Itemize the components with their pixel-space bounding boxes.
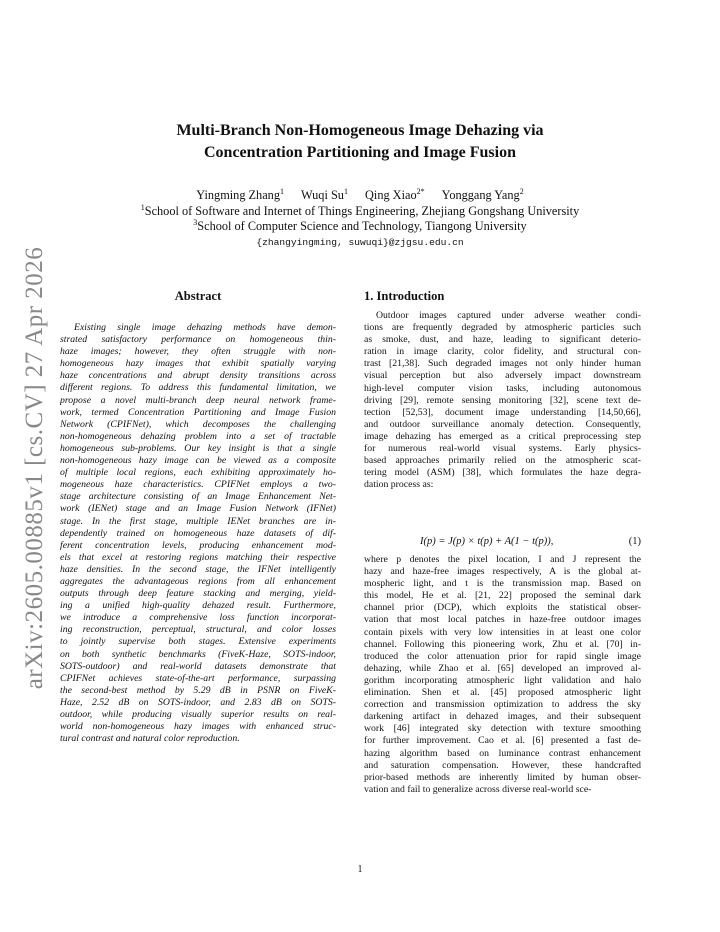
text-line: dependently trained on homogeneous haze datasets of dif- bbox=[60, 527, 336, 539]
text-line: on both synthetic benchmarks (FiveK-Haze, SOTS-indoor, bbox=[60, 648, 336, 660]
text-line: tural contrast and natural color reproduction. bbox=[60, 733, 240, 745]
text-line: stage. In the first stage, multiple IENet branches are in- bbox=[60, 515, 336, 527]
text-line: visual perception but also adversely impact downstream bbox=[364, 370, 641, 382]
text-line: hazing algorithm based on luminance contrast enhancement bbox=[364, 747, 641, 759]
author-name: Qing Xiao$^{2*}$ bbox=[365, 186, 425, 202]
text-line: haze concentrations and abrupt density transitions across bbox=[60, 370, 336, 382]
text-line: homogeneous hazy images that exhibit spatially varying bbox=[60, 358, 336, 370]
affiliation: $^3$School of Computer Science and Technology, Tiangong University bbox=[193, 218, 527, 234]
author-name: Yonggang Yang$^2$ bbox=[441, 186, 524, 202]
text-line: to jointly supervise both stages. Extensive experiments bbox=[60, 636, 336, 648]
text-line: dehazing, while Zhao et al. [65] developed an improved al- bbox=[364, 662, 641, 674]
text-line: for numerous real-world visual systems. Early physics- bbox=[364, 443, 641, 455]
text-line: different regions. To address this fundamental limitation, we bbox=[60, 382, 336, 394]
text-line: Outdoor images captured under adverse weather condi- bbox=[376, 310, 641, 321]
text-line: prior-based methods are inherently limited by human obser- bbox=[364, 771, 641, 783]
text-line: vation that most local patches in haze-free outdoor images bbox=[364, 614, 641, 626]
equation-1 bbox=[364, 536, 641, 550]
text-line: haze images; however, they often struggle with non- bbox=[60, 346, 336, 358]
text-line: hazy and haze-free images respectively, A is the global at- bbox=[364, 566, 641, 578]
text-line: mogeneous haze characteristics. CPIFNet employs a two- bbox=[60, 479, 336, 491]
text-line: Haze, 2.52 dB on SOTS-indoor, and 2.83 dB on SOTS- bbox=[60, 696, 336, 708]
paper-title bbox=[80, 120, 640, 164]
text-line: darkening artifact in dehazed images, and their subsequent bbox=[364, 711, 641, 723]
text-line: elimination. Shen et al. [45] proposed atmospheric light bbox=[364, 687, 641, 699]
text-line: based approaches primarily relied on the atmospheric scat- bbox=[364, 455, 641, 467]
text-line: work, termed Concentration Partitioning and Image Fusion bbox=[60, 406, 336, 418]
introduction-paragraph-1 bbox=[364, 310, 641, 491]
text-line: non-homogeneous dehazing problem into a set of tractable bbox=[60, 430, 336, 442]
text-line: els that excel at restoring regions matching their respective bbox=[60, 551, 336, 563]
arxiv-identifier-text: arXiv:2605.00885v1 [cs.CV] 27 Apr 2026 bbox=[21, 246, 48, 690]
author-list bbox=[60, 188, 660, 204]
text-line: high-level computer vision tasks, including autonomous bbox=[364, 382, 641, 394]
text-line: and outdoor surveillance anomaly detection. Consequently, bbox=[364, 418, 641, 430]
text-line: haze densities. In the second stage, the IFNet intelligently bbox=[60, 563, 336, 575]
text-line: we introduce a comprehensive loss function incorporat- bbox=[60, 612, 336, 624]
text-line: outdoor, while producing visually superior results on real- bbox=[60, 709, 336, 720]
text-line: work (IENet) stage and an Image Fusion Network (IFNet) bbox=[60, 503, 336, 515]
text-line: tions are frequently degraded by atmospheric particles such bbox=[364, 322, 641, 334]
text-line: gorithm incorporating atmospheric light validation and halo bbox=[364, 674, 641, 686]
text-line: work [46] integrated sky detection with texture smoothing bbox=[364, 723, 641, 735]
text-line: and saturation compensation. However, these handcrafted bbox=[364, 759, 641, 771]
text-line: ing reconstruction, perceptual, structural, and color losses bbox=[60, 624, 336, 636]
equation-number: (1) bbox=[628, 536, 641, 547]
affiliation: $^1$School of Software and Internet of Things Engineering, Zhejiang Gongshang University bbox=[140, 202, 580, 218]
author-email[interactable]: {zhangyingming, suwuqi}@zjgsu.edu.cn bbox=[256, 236, 464, 248]
page-number: 1 bbox=[357, 864, 363, 875]
text-line: ferent concentration levels, producing enhancement mod- bbox=[60, 539, 336, 551]
text-line: SOTS-outdoor) and real-world datasets demonstrate that bbox=[60, 660, 336, 672]
text-line: channel. Following this pioneering work, Zhu et al. [70] in- bbox=[364, 638, 641, 650]
text-line: correction and transmission optimization to address the sky bbox=[364, 699, 641, 711]
text-line: driving [29], remote sensing monitoring [32], scene text de- bbox=[364, 394, 641, 406]
abstract-heading: Abstract bbox=[174, 289, 222, 303]
text-line: aggregates the advantageous regions from all enhancement bbox=[60, 575, 336, 587]
text-line: contain pixels with very low intensities in at least one color bbox=[364, 626, 641, 638]
text-line: for further improvement. Cao et al. [6] presented a fast de- bbox=[364, 735, 641, 747]
text-line: CPIFNet achieves state-of-the-art performance, surpassing bbox=[60, 672, 336, 684]
text-line: channel prior (DCP), which exploits the statistical obser- bbox=[364, 602, 641, 614]
text-line: propose a novel multi-branch deep neural network frame- bbox=[60, 394, 336, 406]
text-line: mospheric light, and t is the transmission map. Based on bbox=[364, 578, 641, 590]
text-line: where p denotes the pixel location, I and J represent the bbox=[364, 554, 641, 565]
text-line: strated satisfactory performance on homogeneous thin- bbox=[60, 334, 336, 346]
equation-formula: I(p) = J(p) × t(p) + A(1 − t(p)), bbox=[420, 536, 554, 547]
text-line: world non-homogeneous hazy images with enhanced struc- bbox=[60, 721, 336, 733]
text-line: the second-best method by 5.29 dB in PSNR on FiveK- bbox=[60, 684, 336, 696]
text-line: image dehazing has emerged as a critical preprocessing step bbox=[364, 430, 641, 442]
author-name: Yingming Zhang$^1$ bbox=[196, 186, 284, 202]
text-line: stage architecture consisting of an Image Enhancement Net- bbox=[60, 491, 336, 503]
abstract-text bbox=[60, 322, 336, 745]
text-line: ing a unified high-quality dehazed result. Furthermore, bbox=[60, 600, 336, 612]
text-line: Network (CPIFNet), which decomposes the challenging bbox=[60, 418, 336, 430]
text-line: outputs through deep feature stacking and merging, yield- bbox=[60, 588, 336, 600]
author-block bbox=[60, 188, 660, 250]
introduction-heading: 1. Introduction bbox=[364, 289, 445, 303]
text-line: ration in image clarity, color fidelity, and structural con- bbox=[364, 346, 641, 358]
text-line: trast [21,38]. Such degraded images not only hinder human bbox=[364, 358, 641, 370]
text-line: this model, He et al. [21, 22] proposed the seminal dark bbox=[364, 590, 641, 602]
text-line: vation and fail to generalize across diverse real-world sce- bbox=[364, 783, 592, 795]
text-line: tering model (ASM) [38], which formulates the haze degra- bbox=[364, 467, 641, 479]
text-line: as smoke, dust, and haze, leading to significant deterio- bbox=[364, 334, 641, 346]
introduction-paragraph-2 bbox=[364, 554, 641, 796]
text-line: of multiple local regions, each exhibiting approximately ho- bbox=[60, 467, 336, 479]
text-line: homogeneous sub-problems. Our key insight is that a single bbox=[60, 442, 336, 454]
text-line: dation process as: bbox=[364, 479, 434, 491]
text-line: tection [52,53], document image understanding [14,50,66], bbox=[364, 406, 641, 418]
text-line: troduced the color attenuation prior for rapid single image bbox=[364, 650, 641, 662]
arxiv-identifier-stamp bbox=[12, 246, 58, 690]
text-line: non-homogeneous hazy image can be viewed as a composite bbox=[60, 455, 336, 467]
text-line: Existing single image dehazing methods have demon- bbox=[74, 322, 336, 333]
title-line: Multi-Branch Non-Homogeneous Image Dehazing via bbox=[176, 122, 544, 139]
title-line: Concentration Partitioning and Image Fusion bbox=[203, 144, 516, 161]
author-name: Wuqi Su$^1$ bbox=[301, 186, 348, 202]
